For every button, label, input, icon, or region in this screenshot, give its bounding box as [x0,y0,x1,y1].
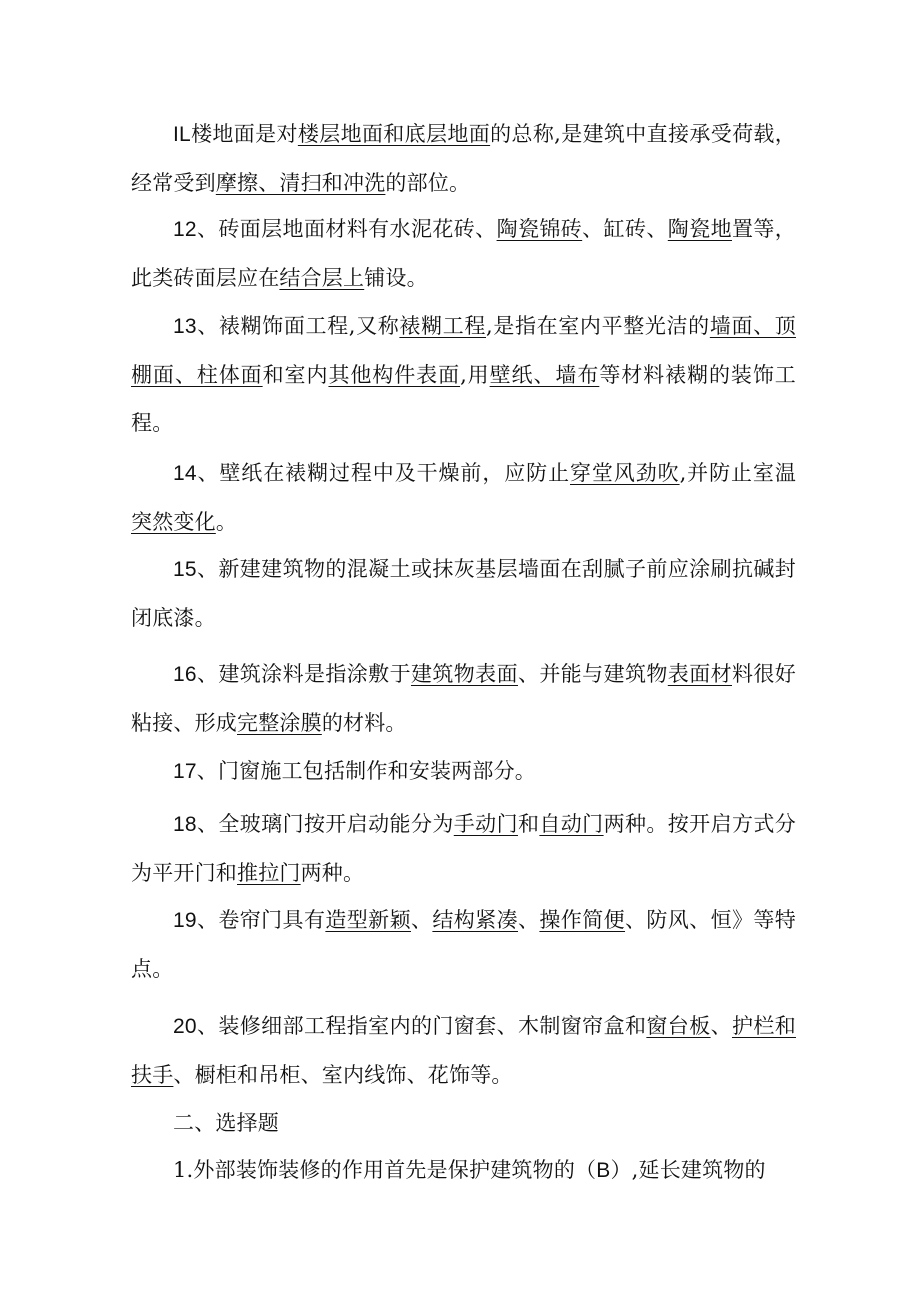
text-segment: 17 [173,760,197,783]
text-segment: 的总称,是建筑中直接承受荷载，经常受到 [131,122,796,195]
underlined-answer: 护栏和扶手 [131,1014,796,1087]
text-segment: 、装修细部工程指室内的门窗套、木制窗帘盒和 [196,1014,647,1038]
question-1 [131,1146,796,1195]
paragraph-16 [131,650,796,747]
text-segment: 两种。按开启方式分为平开门和 [131,812,796,885]
text-segment: 15 [173,558,197,581]
paragraph-18 [131,800,796,897]
text-segment: 、裱糊饰面工程,又称 [196,314,400,338]
text-segment: 、全玻璃门按开启动能分为 [196,812,454,836]
underlined-answer: 陶瓷锦砖 [496,217,583,241]
underlined-answer: 陶瓷地 [667,217,732,241]
underlined-answer: 穿堂风劲吹 [570,461,680,485]
underlined-answer: 操作简便 [539,908,626,932]
text-segment: 14 [173,462,197,485]
paragraph-13 [131,302,796,447]
text-segment: ）,延长建筑物的 [610,1158,766,1182]
text-segment: ,并防止室温 [679,461,797,485]
paragraph-12 [131,205,796,302]
text-segment: 、防风、恒》等特点。 [131,908,797,981]
text-segment: 16 [173,663,197,686]
underlined-answer: 完整涂膜 [237,711,322,735]
text-segment: 。 [215,510,238,534]
text-segment: 铺设。 [364,266,428,290]
text-segment: 料很好粘接、形成 [131,662,797,735]
underlined-answer: 裱糊工程 [399,314,486,338]
paragraph-19 [131,896,796,993]
text-segment: 、 [710,1014,732,1038]
underlined-answer: 表面材 [667,662,732,686]
text-segment: 18 [173,813,197,836]
text-segment: 的材料。 [321,711,407,735]
text-segment: 置等，此类砖面层应在 [131,217,796,290]
section-heading-choice [131,1099,796,1147]
text-segment: 12 [173,218,197,241]
text-segment: 楼地面是对 [190,122,298,146]
underlined-answer: 手动门 [453,812,518,836]
underlined-answer: 摩擦、清扫和冲洗 [215,171,386,195]
text-segment: IL [173,123,191,146]
text-segment: 20 [173,1015,197,1038]
text-segment: 、新建建筑物的混凝土或抹灰基层墙面在刮腻子前应涂刷抗碱封闭底漆。 [131,557,796,630]
paragraph-20 [131,1002,796,1099]
underlined-answer: 楼层地面和底层地面 [297,122,491,146]
paragraph-14 [131,449,796,546]
underlined-answer: 推拉门 [237,861,301,885]
paragraph-17 [131,747,796,796]
text-segment: ,是指在室内平整光洁的 [486,314,710,338]
underlined-answer: 自动门 [539,812,604,836]
text-segment: B [596,1159,611,1182]
paragraph-11 [131,110,796,207]
text-segment: 、砖面层地面材料有水泥花砖、 [196,217,497,241]
text-segment: 和室内 [262,363,329,387]
text-segment: 1.外部装饰装修的作用首先是保护建筑物的（ [173,1158,597,1182]
text-segment: 、建筑涂料是指涂敷于 [196,662,411,686]
underlined-answer: 结构紧凑 [432,908,518,932]
underlined-answer: 结合层上 [279,266,365,290]
text-segment: 、门窗施工包括制作和安装两部分。 [196,759,536,783]
text-segment: 和 [517,812,540,836]
text-segment: 13 [173,315,197,338]
text-segment: 、缸砖、 [582,217,668,241]
text-segment: 的部位。 [385,171,471,195]
text-segment: 、橱柜和吊柜、室内线饰、花饰等。 [173,1063,513,1087]
text-segment: 、卷帘门具有 [196,908,326,932]
underlined-answer: 窗台板 [646,1014,711,1038]
underlined-answer: 其他构件表面 [328,363,461,387]
text-segment: 、 [518,908,540,932]
underlined-answer: 突然变化 [131,510,216,534]
text-segment: 、壁纸在裱糊过程中及干燥前，应防止 [196,461,570,485]
underlined-answer: 造型新颖 [325,908,411,932]
text-segment: 两种。 [300,861,365,885]
text-segment: 二、选择题 [173,1111,279,1135]
text-segment: 、 [410,908,433,932]
text-segment: 等材料裱糊的装饰工程。 [131,363,797,435]
underlined-answer: 壁纸、墙布 [489,363,600,387]
paragraph-15 [131,545,796,642]
text-segment: 、并能与建筑物 [517,662,668,686]
underlined-answer: 建筑物表面 [410,662,518,686]
underlined-answer: 墙面、顶棚面、柱体面 [131,314,796,387]
text-segment: 19 [173,909,197,932]
text-segment: ,用 [460,363,490,387]
